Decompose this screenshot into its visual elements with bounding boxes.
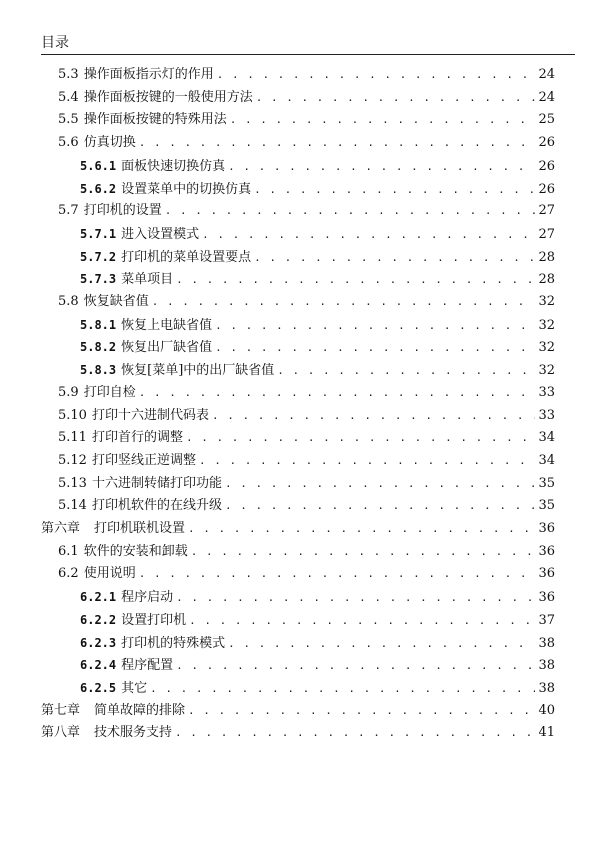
toc-entry-number: 5.7.3 <box>80 272 117 287</box>
toc-entry-page-number: 34 <box>538 430 555 446</box>
toc-entry-title: 操作面板按键的一般使用方法 <box>83 89 253 105</box>
toc-entry-title: 打印竖线正逆调整 <box>91 452 196 468</box>
toc-entry-page-number: 38 <box>538 635 555 651</box>
toc-entry-title: 菜单项目 <box>121 272 174 288</box>
page-header-title: 目录 <box>41 35 69 51</box>
toc-entry-page-number: 33 <box>538 407 555 423</box>
toc-entry-number: 5.6.2 <box>80 181 117 196</box>
toc-entry-page-number: 32 <box>538 363 555 379</box>
toc-entry[interactable] <box>80 586 555 608</box>
toc-dot-leader <box>165 200 536 222</box>
toc-entry-number: 5.6 <box>58 135 79 151</box>
toc-entry-title: 面板快速切换仿真 <box>121 158 226 174</box>
toc-entry-page-number: 24 <box>538 67 555 82</box>
toc-entry[interactable] <box>58 563 555 585</box>
toc-entry-page-number: 24 <box>538 89 555 105</box>
toc-entry-page-number: 32 <box>538 340 555 356</box>
toc-entry[interactable] <box>80 654 555 676</box>
toc-entry-page-number: 32 <box>538 294 555 309</box>
toc-dot-leader <box>215 337 535 359</box>
toc-entry-page-number: 28 <box>538 272 555 288</box>
toc-dot-leader <box>230 109 536 131</box>
toc-entry-title: 打印机的菜单设置要点 <box>121 249 252 265</box>
toc-dot-leader <box>228 156 535 178</box>
toc-entry-page-number: 26 <box>538 181 555 197</box>
toc-entry[interactable] <box>58 132 555 154</box>
toc-entry-page-number: 38 <box>538 680 555 696</box>
toc-dot-leader <box>256 87 536 109</box>
toc-entry-page-number: 37 <box>538 612 555 628</box>
toc-entry-title: 恢复[菜单]中的出厂缺省值 <box>121 363 275 379</box>
toc-dot-leader <box>188 518 535 540</box>
toc-entry-page-number: 35 <box>538 498 555 514</box>
toc-entry[interactable] <box>80 246 555 268</box>
toc-entry-number: 6.2.1 <box>80 590 117 605</box>
toc-entry-number: 6.2.5 <box>80 680 117 695</box>
toc-entry[interactable] <box>80 632 555 654</box>
toc-entry[interactable] <box>58 291 555 313</box>
toc-dot-leader <box>228 633 535 655</box>
toc-dot-leader <box>217 64 536 86</box>
toc-entry[interactable] <box>58 450 555 472</box>
toc-entry-title: 操作面板指示灯的作用 <box>83 67 214 82</box>
toc-entry-number: 5.6.1 <box>80 158 117 173</box>
toc-dot-leader <box>139 132 536 154</box>
toc-dot-leader <box>150 678 535 700</box>
toc-entry-number: 5.11 <box>58 430 87 446</box>
toc-entry[interactable] <box>80 359 555 381</box>
toc-entry-page-number: 33 <box>538 384 555 400</box>
toc-entry[interactable] <box>41 722 555 744</box>
toc-dot-leader <box>152 291 536 313</box>
toc-entry[interactable] <box>80 609 555 631</box>
toc-entry-page-number: 41 <box>538 725 555 741</box>
toc-entry-title: 进入设置模式 <box>121 226 200 242</box>
toc-entry-page-number: 27 <box>538 226 555 242</box>
toc-dot-leader <box>176 269 535 291</box>
header-rule <box>41 54 575 55</box>
toc-dot-leader <box>225 473 535 495</box>
toc-entry-title: 打印机的特殊模式 <box>121 635 226 651</box>
toc-dot-leader <box>191 541 536 563</box>
toc-dot-leader <box>254 179 535 201</box>
toc-entry[interactable] <box>80 223 555 245</box>
toc-entry[interactable] <box>58 405 555 427</box>
toc-entry-page-number: 36 <box>538 521 555 536</box>
toc-entry[interactable] <box>58 541 555 563</box>
toc-entry-title: 打印十六进制代码表 <box>91 407 209 423</box>
toc-entry[interactable] <box>41 518 555 540</box>
toc-entry-title: 设置菜单中的切换仿真 <box>121 181 252 197</box>
toc-entry[interactable] <box>41 700 555 722</box>
toc-entry-page-number: 32 <box>538 317 555 333</box>
toc-entry-title: 程序启动 <box>121 590 174 606</box>
toc-entry-number: 5.4 <box>58 89 79 105</box>
toc-entry-number: 5.7 <box>58 203 79 219</box>
toc-entry-title: 技术服务支持 <box>94 725 173 741</box>
toc-dot-leader <box>189 610 535 632</box>
toc-entry[interactable] <box>58 495 555 517</box>
toc-entry[interactable] <box>80 178 555 200</box>
toc-entry[interactable] <box>58 200 555 222</box>
toc-entry-title: 十六进制转储打印功能 <box>91 475 222 491</box>
toc-entry-page-number: 35 <box>538 475 555 491</box>
toc-entry-title: 使用说明 <box>83 566 136 582</box>
toc-entry-number: 6.2 <box>58 566 79 582</box>
toc-entry-title: 操作面板按键的特殊用法 <box>83 112 227 128</box>
toc-entry[interactable] <box>58 382 555 404</box>
toc-entry-number: 5.7.2 <box>80 249 117 264</box>
toc-entry-page-number: 27 <box>538 203 555 219</box>
toc-entry-title: 打印机的设置 <box>83 203 162 219</box>
toc-entry-number: 5.8 <box>58 294 79 309</box>
toc-entry-title: 恢复上电缺省值 <box>121 317 213 333</box>
toc-entry-title: 打印自检 <box>83 384 136 400</box>
toc-entry-page-number: 40 <box>538 702 555 718</box>
toc-entry-number: 5.13 <box>58 475 87 491</box>
toc-entry-number: 5.8.1 <box>80 317 117 332</box>
toc-entry-page-number: 34 <box>538 452 555 468</box>
toc-entry[interactable] <box>80 268 555 290</box>
toc-dot-leader <box>199 450 535 472</box>
toc-entry-page-number: 38 <box>538 658 555 674</box>
toc-dot-leader <box>139 382 536 404</box>
toc-dot-leader <box>188 700 535 722</box>
toc-dot-leader <box>225 495 535 517</box>
toc-entry-title: 其它 <box>121 680 148 696</box>
toc-entry-number: 5.8.3 <box>80 363 117 378</box>
toc-entry-title: 打印首行的调整 <box>91 430 183 446</box>
toc-entry[interactable] <box>58 473 555 495</box>
toc-entry-number: 5.10 <box>58 407 87 423</box>
toc-entry-page-number: 26 <box>538 158 555 174</box>
toc-entry-number: 5.9 <box>58 384 79 400</box>
toc-entry-title: 打印机软件的在线升级 <box>91 498 222 514</box>
toc-entry[interactable] <box>58 427 555 449</box>
toc-dot-leader <box>186 427 535 449</box>
toc-entry[interactable] <box>80 336 555 358</box>
toc-entry-page-number: 36 <box>538 590 555 606</box>
toc-entry-page-number: 28 <box>538 249 555 265</box>
toc-dot-leader <box>176 587 535 609</box>
toc-entry[interactable] <box>58 64 555 86</box>
toc-entry[interactable] <box>58 109 555 131</box>
toc-dot-leader <box>176 655 535 677</box>
toc-entry-number: 6.2.4 <box>80 658 117 673</box>
toc-entry-number: 5.7.1 <box>80 226 117 241</box>
toc-dot-leader <box>254 247 535 269</box>
toc-dot-leader <box>202 224 535 246</box>
toc-dot-leader <box>215 315 535 337</box>
toc-entry[interactable] <box>80 677 555 699</box>
toc-entry-title: 简单故障的排除 <box>94 702 186 718</box>
toc-entry-number: 5.3 <box>58 67 79 82</box>
toc-entry-title: 恢复缺省值 <box>83 294 149 309</box>
toc-entry-page-number: 25 <box>538 112 555 128</box>
toc-entry-number: 6.1 <box>58 543 79 559</box>
toc-entry[interactable] <box>58 87 555 109</box>
toc-entry-number: 第六章 <box>41 521 81 536</box>
toc-dot-leader <box>139 563 536 585</box>
toc-entry-title: 恢复出厂缺省值 <box>121 340 213 356</box>
toc-entry-title: 软件的安装和卸载 <box>83 543 188 559</box>
toc-entry-number: 第八章 <box>41 725 81 741</box>
toc-entry-title: 设置打印机 <box>121 612 187 628</box>
toc-entry-number: 5.5 <box>58 112 79 128</box>
toc-entry-number: 6.2.2 <box>80 612 117 627</box>
toc-entry-page-number: 26 <box>538 135 555 151</box>
toc-entry-number: 第七章 <box>41 702 81 718</box>
toc-entry[interactable] <box>80 155 555 177</box>
toc-entry[interactable] <box>80 314 555 336</box>
toc-entry-title: 程序配置 <box>121 658 174 674</box>
toc-entry-title: 仿真切换 <box>83 135 136 151</box>
toc-entry-title: 打印机联机设置 <box>94 521 186 536</box>
toc-dot-leader <box>212 405 535 427</box>
toc-entry-page-number: 36 <box>538 566 555 582</box>
toc-dot-leader <box>277 360 535 382</box>
toc-entry-page-number: 36 <box>538 543 555 559</box>
toc-entry-number: 5.12 <box>58 452 87 468</box>
toc-entry-number: 5.8.2 <box>80 340 117 355</box>
toc-entry-number: 5.14 <box>58 498 87 514</box>
toc-entry-number: 6.2.3 <box>80 635 117 650</box>
toc-dot-leader <box>175 722 535 744</box>
